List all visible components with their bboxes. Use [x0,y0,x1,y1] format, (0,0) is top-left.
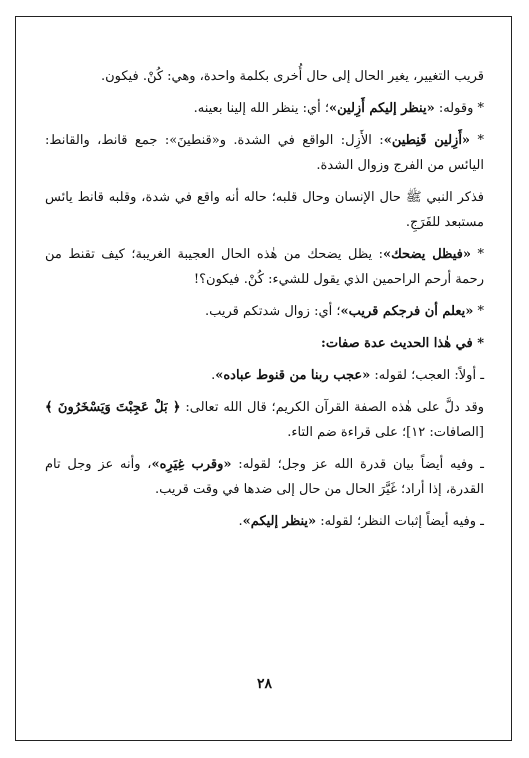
paragraph-2 [45,96,484,121]
paragraph-7 [45,331,484,356]
page-body [45,64,484,534]
bold-run: «أَزِلين قَنِطين» [383,133,471,148]
text-run: ـ وفيه أيضاً بيان قدرة الله عز وجل؛ لقوله: [231,457,484,472]
paragraph-6 [45,299,484,324]
bold-run: ﴿ بَلْ عَجِبْتَ وَيَسْخَرُونَ ﴾ [45,400,181,415]
bold-run: «وقرب غِيَرِه» [151,457,232,472]
bold-run: * في هٰذا الحديث عدة صفات: [321,336,484,351]
paragraph-3 [45,128,484,178]
text-run: * وقوله: [434,101,484,116]
paragraph-1 [45,64,484,89]
text-run: . [211,368,216,383]
text-run: [الصافات: ١٢]؛ على قراءة ضم التاء. [287,425,484,440]
text-run: ؛ أي: زوال شدتكم قريب. [204,304,341,319]
paragraph-5 [45,242,484,292]
paragraph-8 [45,363,484,388]
text-run: * [473,304,484,319]
text-run: : الأَزِل: الواقع في الشدة. و«قنطينَ»: جمع قانط، والقانط: اليائس من الفرج وزوال الشدة. [45,133,484,173]
text-run: ؛ أي: ينظر الله إلينا بعينه. [193,101,330,116]
bold-run: «ينظر إليكم أَزِلين» [329,101,435,116]
text-run: . [238,514,243,529]
text-run: فذكر النبي ﷺ حال الإنسان وحال قلبه؛ حاله أنه واقع في شدة، وقلبه قانط يائس مستبعد للفَرَجِ. [45,190,484,230]
bold-run: «يعلم أن فرجكم قريب» [340,304,474,319]
paragraph-11 [45,509,484,534]
bold-run: «ينظر إليكم» [242,514,317,529]
text-run: ، وأنه عز وجل تام القدرة، إذا أراد؛ غَيَّرَ الحال من حال إلى ضدها في وقت قريب. [45,457,484,497]
text-run: * [470,133,484,148]
paragraph-10 [45,452,484,502]
text-run: ـ أولاً: العجب؛ لقوله: [370,368,484,383]
text-run: : يظل يضحك من هٰذه الحال العجيبة الغريبة؛ كيف تقنط من رحمة أرحم الراحمين الذي يقول للشيء: كُنْ. فيكون؟! [45,247,484,287]
text-run: قريب التغيير، يغير الحال إلى حال أُخرى بكلمة واحدة، وهي: كُنْ. فيكون. [100,69,484,84]
page-number: ٢٨ [256,676,273,692]
paragraph-9 [45,395,484,445]
bold-run: «فيظل يضحك» [382,247,471,262]
paragraph-4 [45,185,484,235]
text-run: وقد دلَّ على هٰذه الصفة القرآن الكريم؛ قال الله تعالى: [180,400,484,415]
text-run: ـ وفيه أيضاً إثبات النظر؛ لقوله: [316,514,484,529]
bold-run: «عجب ربنا من قنوط عباده» [215,368,371,383]
text-run: * [471,247,484,262]
